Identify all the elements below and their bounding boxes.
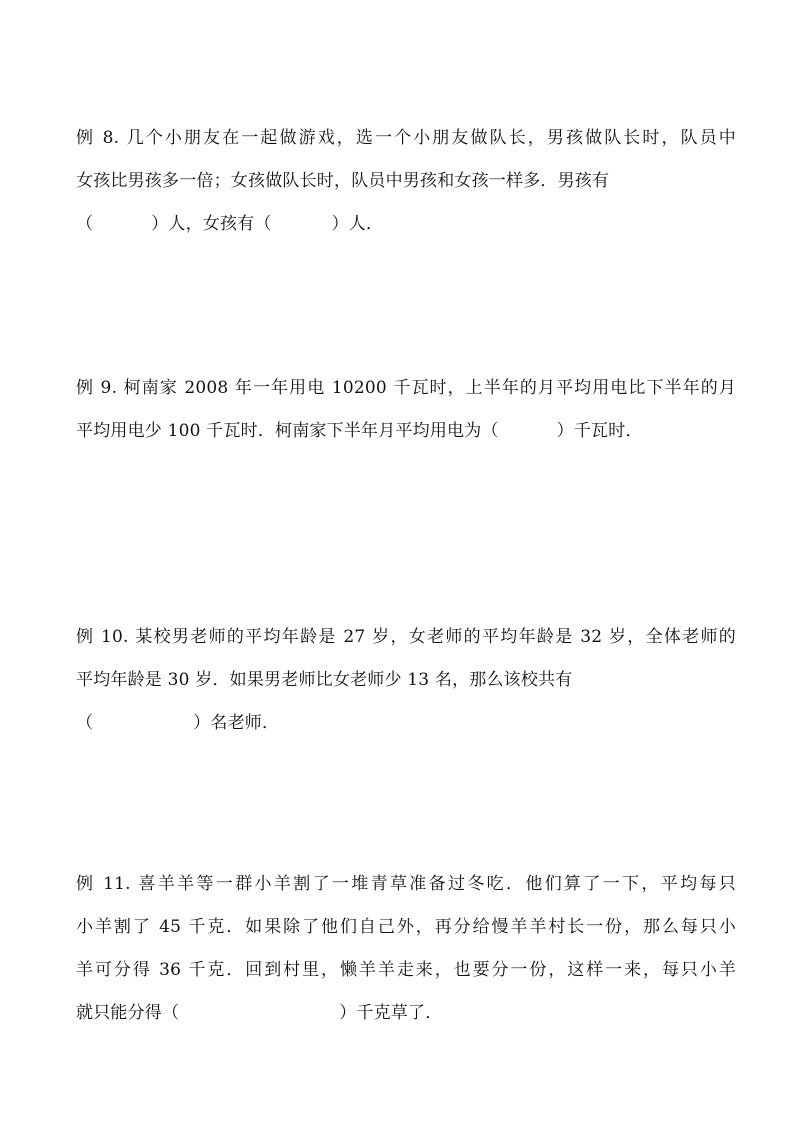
problem-11-text: 就只能分得（	[76, 1003, 180, 1023]
problem-11-text-end: ）千克草了．	[339, 1003, 443, 1023]
problem-10-answer-line	[76, 702, 736, 745]
problem-9-line-1: 例 9. 柯南家 2008 年一年用电 10200 千瓦时，上半年的月平均用电比下半年的月	[76, 378, 736, 398]
problem-9-text-end: ）千瓦时．	[556, 421, 643, 441]
problem-11-line-1: 例 11. 喜羊羊等一群小羊割了一堆青草准备过冬吃．他们算了一下，平均每只	[76, 874, 736, 894]
problem-9	[76, 367, 736, 453]
problem-8	[76, 117, 736, 246]
answer-text-end: ）名老师．	[193, 713, 280, 733]
answer-text-end: ）人．	[331, 214, 384, 234]
problem-10-line-2: 平均年龄是 30 岁．如果男老师比女老师少 13 名，那么该校共有	[76, 670, 573, 690]
problem-11-line-4	[76, 992, 736, 1035]
problem-8-line-1: 例 8. 几个小朋友在一起做游戏，选一个小朋友做队长，男孩做队长时，队员中	[76, 128, 736, 148]
problem-9-line-2	[76, 410, 736, 453]
problem-11-line-3: 羊可分得 36 千克．回到村里，懒羊羊走来，也要分一份，这样一来，每只小羊	[76, 960, 736, 980]
answer-blank-open: （	[76, 713, 94, 733]
problem-10	[76, 616, 736, 745]
problem-9-text: 平均用电少 100 千瓦时．柯南家下半年月平均用电为（	[76, 421, 499, 441]
problem-11	[76, 863, 736, 1035]
problem-8-line-2: 女孩比男孩多一倍；女孩做队长时，队员中男孩和女孩一样多．男孩有	[76, 171, 610, 191]
problem-8-answer-line	[76, 203, 736, 246]
answer-text: ）人，女孩有（	[151, 214, 272, 234]
answer-blank-open: （	[76, 214, 94, 234]
problem-10-line-1: 例 10. 某校男老师的平均年龄是 27 岁，女老师的平均年龄是 32 岁，全体老师的	[76, 627, 736, 647]
problem-11-line-2: 小羊割了 45 千克．如果除了他们自己外，再分给慢羊羊村长一份，那么每只小	[76, 917, 736, 937]
